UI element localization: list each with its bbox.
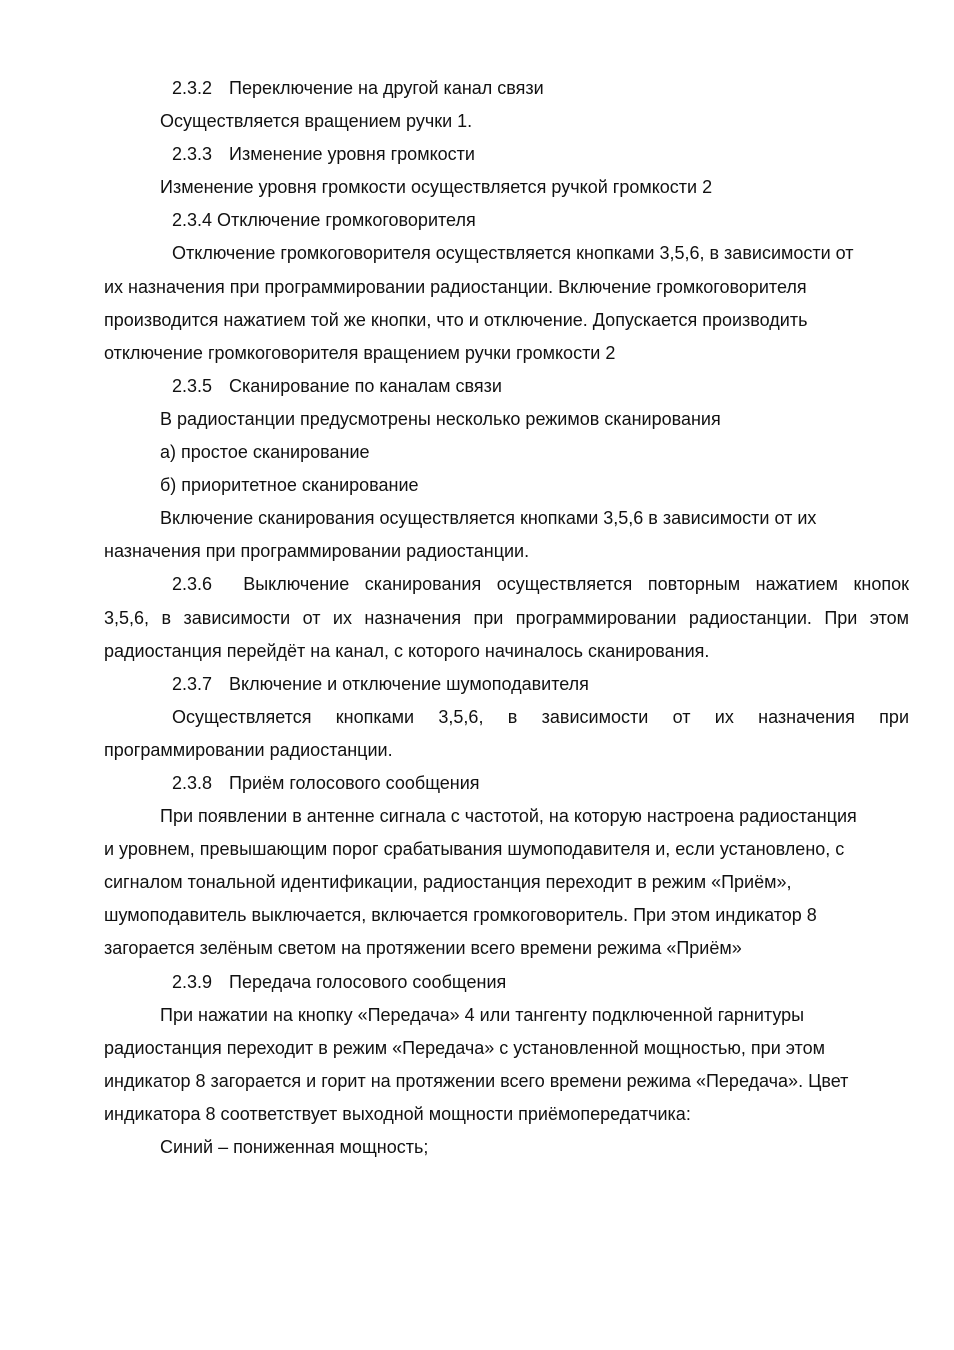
- paragraph-line: программировании радиостанции.: [104, 739, 393, 760]
- section-title: Передача голосового сообщения: [229, 971, 507, 992]
- paragraph-line: сигналом тональной идентификации, радиостанция переходит в режим «Приём»,: [104, 872, 792, 893]
- list-item: а) простое сканирование: [160, 442, 370, 463]
- paragraph-line: отключение громкоговорителя вращением ручки громкости 2: [104, 342, 616, 363]
- paragraph-line: Осуществляется вращением ручки 1.: [160, 111, 473, 132]
- list-item: б) приоритетное сканирование: [160, 475, 419, 496]
- section-number: 2.3.6: [172, 574, 213, 595]
- section-number: 2.3.5: [172, 375, 213, 396]
- section-title: Приём голосового сообщения: [229, 772, 480, 793]
- section-heading-2-3-7: [0, 668, 954, 701]
- section-number: 2.3.9: [172, 971, 213, 992]
- section-title: Выключение сканирования осуществляется повторным нажатием кнопок: [243, 574, 909, 595]
- paragraph-line: Отключение громкоговорителя осуществляется кнопками 3,5,6, в зависимости от: [172, 243, 854, 264]
- section-number: 2.3.3: [172, 144, 213, 165]
- paragraph-line: Изменение уровня громкости осуществляется ручкой громкости 2: [160, 177, 713, 198]
- section-number: 2.3.7: [172, 673, 213, 694]
- section-title: Изменение уровня громкости: [229, 144, 475, 165]
- section-title: Включение и отключение шумоподавителя: [229, 673, 589, 694]
- paragraph-line: производится нажатием той же кнопки, что и отключение. Допускается производить: [104, 309, 808, 330]
- paragraph-line: Включение сканирования осуществляется кнопками 3,5,6 в зависимости от их: [160, 508, 817, 529]
- paragraph-line: и уровнем, превышающим порог срабатывания шумоподавителя и, если установлено, с: [104, 839, 845, 860]
- paragraph-line: 3,5,6, в зависимости от их назначения при программировании радиостанции. При этом: [104, 607, 909, 628]
- paragraph-line: назначения при программировании радиостанции.: [104, 541, 530, 562]
- paragraph-line: индикатор 8 загорается и горит на протяжении всего времени режима «Передача». Цвет: [104, 1070, 849, 1091]
- section-heading-2-3-2: [0, 72, 954, 105]
- section-heading-2-3-6: [0, 568, 909, 601]
- paragraph-line: При появлении в антенне сигнала с частотой, на которую настроена радиостанция: [160, 806, 857, 827]
- paragraph-line: радиостанция перейдёт на канал, с которого начиналось сканирования.: [104, 640, 710, 661]
- paragraph-line: При нажатии на кнопку «Передача» 4 или тангенту подключенной гарнитуры: [160, 1004, 805, 1025]
- section-heading-2-3-8: [0, 767, 954, 800]
- section-title: Сканирование по каналам связи: [229, 375, 502, 396]
- section-heading-2-3-3: [0, 138, 954, 171]
- section-heading-2-3-4: [0, 204, 954, 237]
- paragraph-line: шумоподавитель выключается, включается громкоговоритель. При этом индикатор 8: [104, 905, 817, 926]
- paragraph-line: их назначения при программировании радиостанции. Включение громкоговорителя: [104, 276, 807, 297]
- paragraph-line: В радиостанции предусмотрены несколько режимов сканирования: [160, 408, 721, 429]
- section-heading-2-3-9: [0, 966, 954, 999]
- paragraph-line: загорается зелёным светом на протяжении всего времени режима «Приём»: [104, 938, 742, 959]
- paragraph-line: Синий – пониженная мощность;: [160, 1137, 429, 1157]
- section-heading-2-3-5: [0, 370, 954, 403]
- section-title: Отключение громкоговорителя: [217, 210, 476, 231]
- paragraph-line: индикатора 8 соответствует выходной мощности приёмопередатчика:: [104, 1103, 691, 1124]
- section-number: 2.3.2: [172, 78, 213, 98]
- paragraph-line: радиостанция переходит в режим «Передача» с установленной мощностью, при этом: [104, 1037, 825, 1058]
- section-title: Переключение на другой канал связи: [229, 78, 544, 98]
- section-number: 2.3.8: [172, 772, 213, 793]
- document-page: [0, 72, 954, 1164]
- section-number: 2.3.4: [172, 210, 213, 231]
- paragraph-line: Осуществляется кнопками 3,5,6, в зависимости от их назначения при: [172, 706, 909, 727]
